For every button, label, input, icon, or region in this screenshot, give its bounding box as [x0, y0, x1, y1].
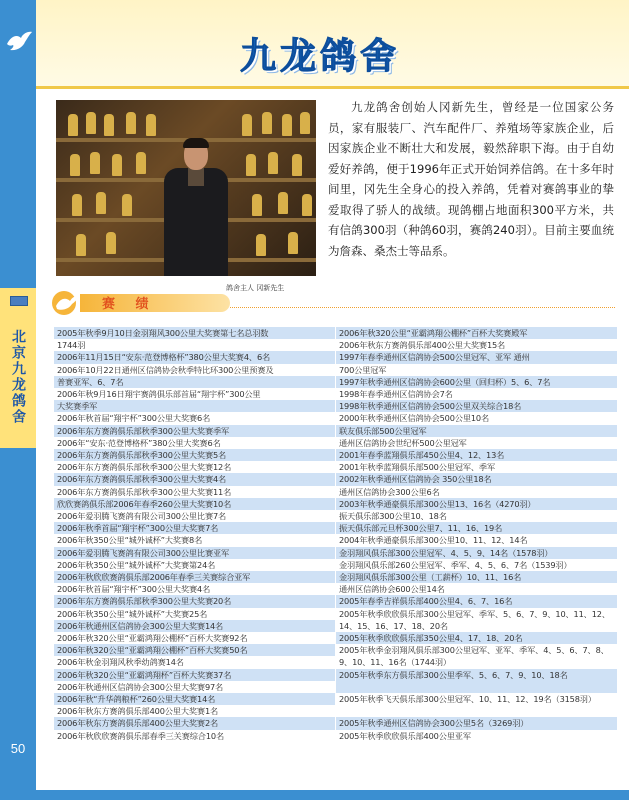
- page-number: 50: [10, 741, 26, 756]
- photo-caption: 鸽舍主人 冈新先生: [226, 284, 285, 292]
- result-row: 金羽翔风俱乐部300公里冠军、4、5、9、14名（1578羽）: [336, 547, 617, 559]
- result-row: 2005年秋季东方俱乐部300公里季军、5、6、7、9、10、18名: [336, 669, 617, 693]
- result-row: 2006年“安东·范登博格杯”380公里大奖赛6名: [54, 437, 335, 449]
- result-row: 2006年东方赛鸽俱乐部秋季300公里大奖赛12名: [54, 461, 335, 473]
- result-row: 通州区信鸽协会300公里6名: [336, 486, 617, 498]
- result-row: 2005年春季吉祥俱乐部400公里4、6、7、16名: [336, 595, 617, 607]
- section-rule: [230, 307, 615, 308]
- result-row: 2006年秋通州区信鸽协会300公里大奖赛97名: [54, 681, 335, 693]
- results-column-left: [54, 327, 335, 767]
- result-row: 2006年秋320公里“亚霸鸿翔公棚杯”百杯大奖赛50名: [54, 644, 335, 656]
- result-row: 2006年东方赛鸽俱乐部秋季300公里大奖赛4名: [54, 473, 335, 485]
- result-row: 1744羽: [54, 339, 335, 351]
- result-row: 2001年秋季蓝翔俱乐部500公里冠军、季军: [336, 461, 617, 473]
- result-row: 1997年秋季通州区信鸽协会600公里（回归杯）5、6、7名: [336, 376, 617, 388]
- section-header: [50, 289, 615, 317]
- result-row: 振天俱乐部元旦杯300公里7、11、16、19名: [336, 522, 617, 534]
- result-row: 2006年秋东方赛鸽俱乐部400公里大奖赛15名: [336, 339, 617, 351]
- intro-paragraph: 九龙鸽舍创始人冈新先生，曾经是一位国家公务员，家有服装厂、汽车配件厂、养殖场等家族企业，后因家族企业不断壮大和发展，毅然辞职下海。由于自幼爱好养鸽，便于1996年正式开始饲养信鸽。在十多年时间里，冈先生全身心的投入养鸽，凭着对赛鸽事业的挚爱取得了骄人的战绩。现鸽棚占地面积300平方米，共有信鸽300羽（种鸽60羽，赛鸽240羽）。目前主要血统为詹森、桑杰士等品系。: [328, 100, 614, 258]
- result-row: 2006年秋320公里“亚霸鸿翔公棚杯”百杯大奖赛殿军: [336, 327, 617, 339]
- result-row: 2003年秋季通豪俱乐部300公里13、16名（4270羽）: [336, 498, 617, 510]
- result-row: 2006年秋东方赛鸽俱乐部400公里大奖赛1名: [54, 705, 335, 717]
- side-label: 北京九龙鸽舍: [10, 329, 26, 425]
- result-row: 通州区信鸽协会世纪杯500公里冠军: [336, 437, 617, 449]
- result-row: 2006年秋“升华鸽粮杯”260公里大奖赛14名: [54, 693, 335, 705]
- results-table: [54, 327, 616, 767]
- dove-icon: [5, 30, 33, 54]
- result-row: 2006年东方赛鸽俱乐部秋季300公里大奖赛5名: [54, 449, 335, 461]
- result-row: 大奖赛季军: [54, 400, 335, 412]
- result-row: 2006年秋欣欣赛鸽俱乐部春季三关赛综合10名: [54, 730, 335, 742]
- result-row: 1998年春季通州区信鸽协会7名: [336, 388, 617, 400]
- result-row: 2006年东方赛鸽俱乐部秋季300公里大奖赛季军: [54, 425, 335, 437]
- header-rule: [36, 86, 629, 89]
- result-row: 2006年秋320公里“亚霸鸿翔公棚杯”百杯大奖赛92名: [54, 632, 335, 644]
- footer-bar: [36, 790, 629, 800]
- result-row: 2006年秋9月16日翔宇赛鸽俱乐部首届“翔宇杯”300公里: [54, 388, 335, 400]
- result-row: 2006年秋季首届“翔宇杯”300公里大奖赛7名: [54, 522, 335, 534]
- result-row: 2005年秋季欣欣俱乐部350公里4、17、18、20名: [336, 632, 617, 644]
- result-row: 2004年秋季通豪俱乐部300公里10、11、12、14名: [336, 534, 617, 546]
- section-title: 赛 绩: [102, 297, 157, 312]
- result-row: 2006年爱羽腾飞赛鸽有限公司300公里比赛亚军: [54, 547, 335, 559]
- result-row: 2006年11月15日“安东·范登博格杯”380公里大奖赛4、6名: [54, 351, 335, 363]
- owner-photo: [56, 100, 316, 276]
- result-row: 金羽翔风俱乐部260公里冠军、季军、4、5、6、7名（1539羽）: [336, 559, 617, 571]
- result-row: 通州区信鸽协会600公里14名: [336, 583, 617, 595]
- result-row: 2005年秋季通州区信鸽协会300公里5名（3269羽）: [336, 717, 617, 729]
- result-row: 欣欣赛鸽俱乐部2006年春季260公里大奖赛10名: [54, 498, 335, 510]
- result-row: 2006年秋东方赛鸽俱乐部400公里大奖赛2名: [54, 717, 335, 729]
- result-row: 2006年秋350公里“城外诚杯”大奖赛8名: [54, 534, 335, 546]
- result-row: 2006年秋350公里“城外诚杯”大奖赛25名: [54, 608, 335, 620]
- result-row: 2005年秋季金羽翔风俱乐部300公里冠军、亚军、季军、4、5、6、7、8、9、10、11、16名（1744羽）: [336, 644, 617, 668]
- result-row: 2006年秋金羽翔风秋季幼鸽赛14名: [54, 656, 335, 668]
- owner-figure: [164, 140, 228, 276]
- result-row: 2006年秋首届“翔宇杯”300公里大奖赛6名: [54, 412, 335, 424]
- result-row: 2005年秋季欣欣俱乐部400公里亚军: [336, 730, 617, 742]
- result-row: 2006年秋通州区信鸽协会300公里大奖赛14名: [54, 620, 335, 632]
- result-row: 振天俱乐部300公里10、18名: [336, 510, 617, 522]
- result-row: 2006年秋350公里“城外诚杯”大奖赛第24名: [54, 559, 335, 571]
- result-row: 联友俱乐部500公里冠军: [336, 425, 617, 437]
- result-row: 1997年春季通州区信鸽协会500公里冠军、亚军 通州: [336, 351, 617, 363]
- result-row: 2006年爱羽腾飞赛鸽有限公司300公里比赛7名: [54, 510, 335, 522]
- result-row: 2006年东方赛鸽俱乐部秋季300公里大奖赛11名: [54, 486, 335, 498]
- result-row: 2006年秋320公里“亚霸鸿翔杯”百杯大奖赛37名: [54, 669, 335, 681]
- page-title: 九龙鸽舍: [239, 36, 400, 77]
- result-row: 1998年秋季通州区信鸽协会500公里双关综合18名: [336, 400, 617, 412]
- result-row: 2006年秋欣欣赛鸽俱乐部2006年春季三关赛综合亚军: [54, 571, 335, 583]
- result-row: 2001年春季蓝翔俱乐部450公里4、12、13名: [336, 449, 617, 461]
- pigeon-logo-icon: [50, 289, 84, 317]
- result-row: 金羽翔风俱乐部300公里（工薪杯）10、11、16名: [336, 571, 617, 583]
- result-row: 2000年秋季通州区信鸽协会500公里10名: [336, 412, 617, 424]
- result-row: 2002年秋季通州区信鸽协会 350公里18名: [336, 473, 617, 485]
- result-row: 2006年秋首届“翔宇杯”300公里大奖赛4名: [54, 583, 335, 595]
- result-row: 700公里冠军: [336, 364, 617, 376]
- result-row: 2006年东方赛鸽俱乐部秋季300公里大奖赛20名: [54, 595, 335, 607]
- result-row: 2005年秋季9月10日金羽翔风300公里大奖赛第七名总羽数: [54, 327, 335, 339]
- result-row: 2006年10月22日通州区信鸽协会秋季特比环300公里预赛及: [54, 364, 335, 376]
- result-row: 2005年秋季欣欣俱乐部300公里冠军、季军、5、6、7、9、10、11、12、14、15、16、17、18、20名: [336, 608, 617, 632]
- side-thumbnail: [10, 296, 28, 306]
- result-row: 普赛亚军、6、7名: [54, 376, 335, 388]
- results-column-right: [335, 327, 616, 767]
- result-row: 2005年秋季飞天俱乐部300公里冠军、10、11、12、19名（3158羽）: [336, 693, 617, 717]
